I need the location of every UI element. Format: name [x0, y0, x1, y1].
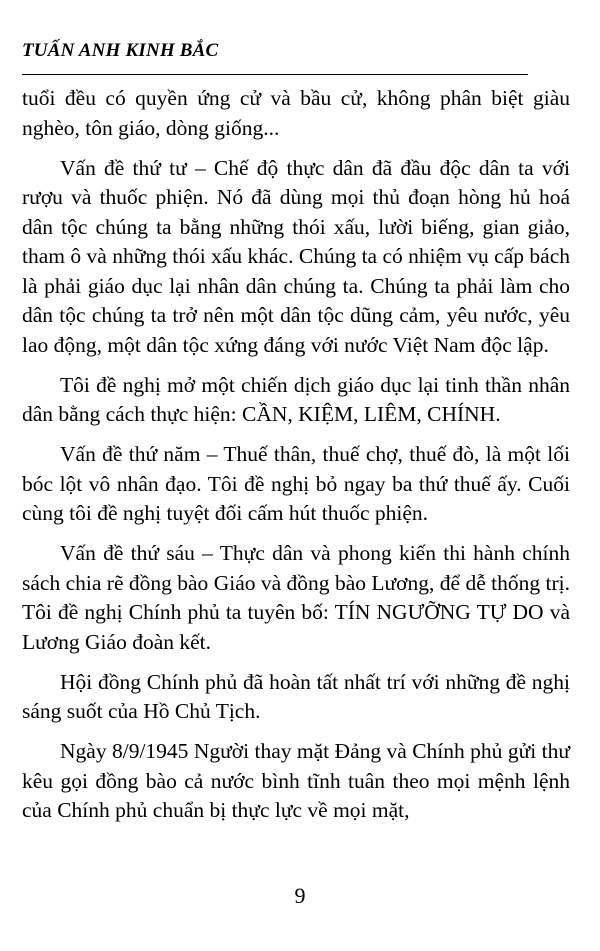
paragraph-appeal-letter: Ngày 8/9/1945 Người thay mặt Đảng và Chính phủ gửi thư kêu gọi đồng bào cả nước bình tĩnh tuân theo mọi mệnh lệnh của Chính phủ chuẩn bị thực lực về mọi mặt, — [22, 739, 570, 822]
paragraph-issue-five: Vấn đề thứ năm – Thuế thân, thuế chợ, thuế đò, là một lối bóc lột vô nhân đạo. Tôi đề nghị bỏ ngay ba thứ thuế ấy. Cuối cùng tôi đề nghị tuyệt đối cấm hút thuốc phiện. — [22, 442, 570, 525]
page-number: 9 — [294, 883, 306, 908]
paragraph-continued: tuổi đều có quyền ứng cử và bầu cử, không phân biệt giàu nghèo, tôn giáo, dòng giống... — [22, 86, 570, 140]
paragraph-council-approval: Hội đồng Chính phủ đã hoàn tất nhất trí với những đề nghị sáng suốt của Hồ Chủ Tịch. — [22, 669, 570, 723]
running-header: TUẤN ANH KINH BẮC — [22, 40, 219, 61]
paragraph-education-campaign: Tôi đề nghị mở một chiến dịch giáo dục lại tinh thần nhân dân bằng cách thực hiện: CẦN, KIỆM, LIÊM, CHÍNH. — [22, 372, 570, 426]
paragraph-issue-six: Vấn đề thứ sáu – Thực dân và phong kiến thi hành chính sách chia rẽ đồng bào Giáo và đồng bào Lương, để dễ thống trị. Tôi đề nghị Chính phủ ta tuyên bố: TÍN NGƯỠNG TỰ DO và Lương Giáo đoàn kết. — [22, 541, 570, 654]
header-rule — [22, 74, 528, 75]
paragraph-issue-four: Vấn đề thứ tư – Chế độ thực dân đã đầu độc dân ta với rượu và thuốc phiện. Nó đã dùng mọi thủ đoạn hòng hủ hoá dân tộc chúng ta bằng những thói xấu, lười biếng, gian giảo, tham ô và những thói xấu khác. Chúng ta có nhiệm vụ cấp bách là phải giáo dục lại nhân dân chúng ta. Chúng ta phải làm cho dân tộc chúng ta trở nên một dân tộc dũng cảm, yêu nước, yêu lao động, một dân tộc xứng đáng với nước Việt Nam độc lập. — [22, 155, 570, 357]
page-body — [22, 84, 570, 836]
